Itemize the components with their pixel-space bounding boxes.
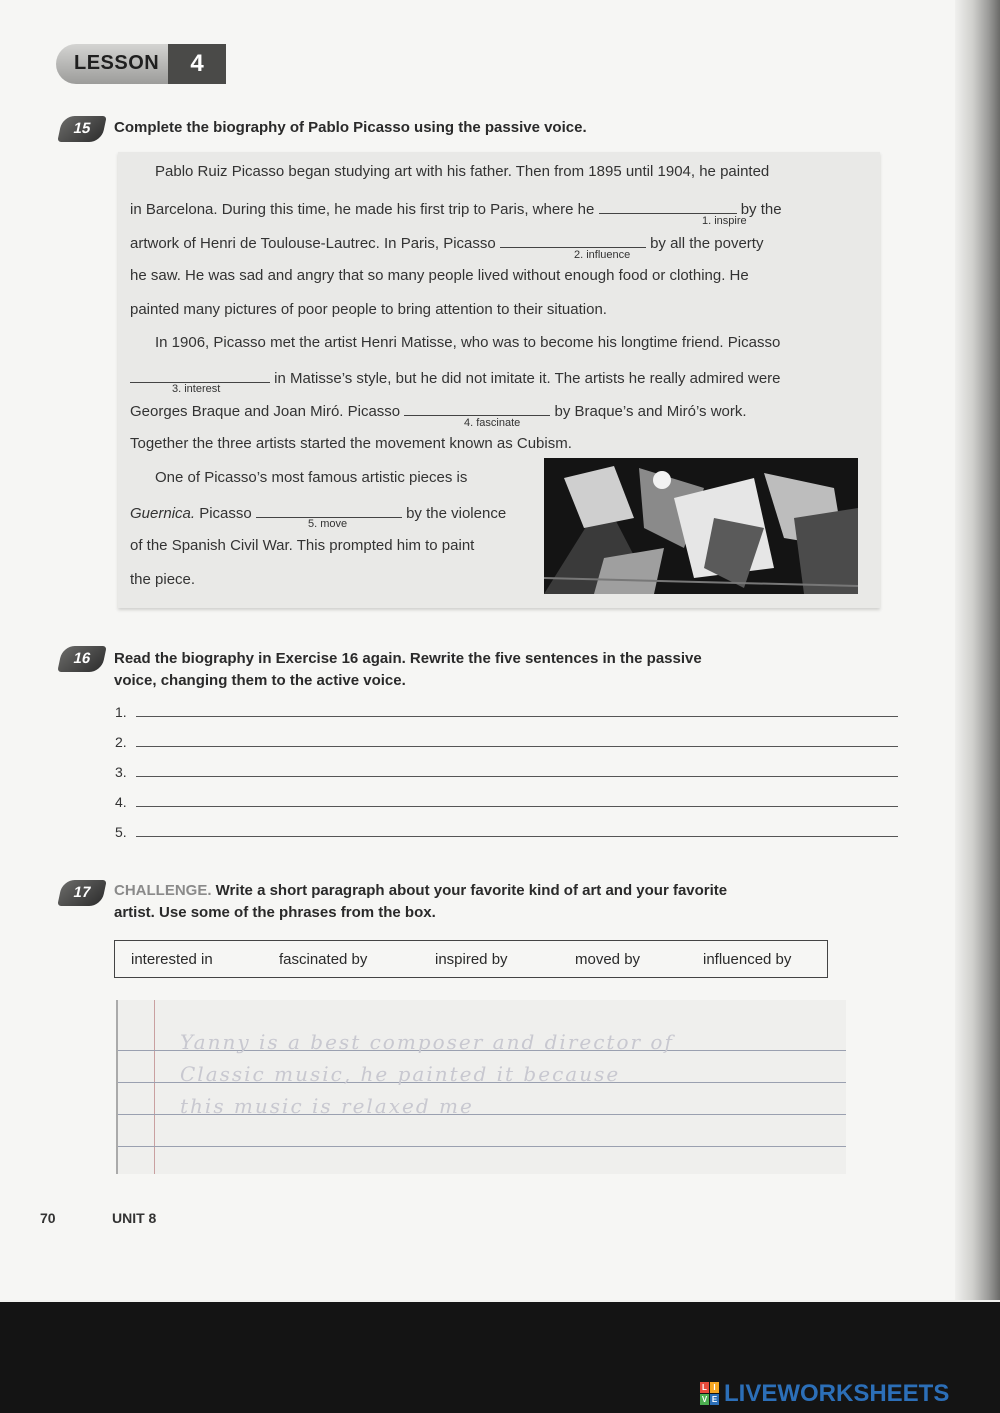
blank-2[interactable] [500,233,646,248]
bio-line [130,233,763,252]
bio-line [130,368,781,387]
exercise-17-badge: 17 [57,880,107,906]
lesson-number: 4 [168,44,226,84]
blank-1[interactable] [599,199,737,214]
handwritten-line: Yanny is a best composer and director of [180,1030,674,1054]
bio-text: in Barcelona. During this time, he made his first trip to Paris, where he [130,201,595,218]
blank-3[interactable] [130,368,270,383]
answer-line-2[interactable] [136,746,898,747]
answer-number-4: 4. [115,794,127,810]
answer-number-5: 5. [115,824,127,840]
bio-line: In 1906, Picasso met the artist Henri Matisse, who was to become his longtime friend. Picasso [155,334,781,351]
logo-text: LIVEWORKSHEETS [724,1380,950,1407]
exercise-16-badge: 16 [57,646,107,672]
bio-text: artwork of Henri de Toulouse-Lautrec. In Paris, Picasso [130,235,496,252]
bio-line: One of Picasso’s most famous artistic pieces is [155,469,468,486]
bio-line: painted many pictures of poor people to bring attention to their situation. [130,301,607,318]
logo-cell: V [701,1395,708,1404]
handwritten-line: Classic music, he painted it because [180,1062,621,1086]
answer-number-1: 1. [115,704,127,720]
liveworksheets-logo[interactable] [700,1380,990,1408]
answer-number-2: 2. [115,734,127,750]
answer-number-3: 3. [115,764,127,780]
bio-line: he saw. He was sad and angry that so many people lived without enough food or clothing. He [130,267,749,284]
bio-line: Pablo Ruiz Picasso began studying art with his father. Then from 1895 until 1904, he painted [155,163,770,180]
phrase-box [114,940,828,978]
hint-3: 3. interest [172,383,221,395]
answer-line-4[interactable] [136,806,898,807]
logo-cell: I [710,1382,719,1393]
phrase-item: inspired by [435,951,508,968]
bio-text: by the [740,201,782,218]
guernica-painting-image [544,458,858,594]
challenge-label: CHALLENGE. [114,882,212,899]
bio-text: in Matisse’s style, but he did not imitate it. The artists he really admired were [274,370,781,387]
answer-line-5[interactable] [136,836,898,837]
blank-4[interactable] [404,401,550,416]
bio-text: Georges Braque and Joan Miró. Picasso [130,403,401,420]
bio-text: by Braque’s and Miró’s work. [554,403,747,420]
bio-line: of the Spanish Civil War. This prompted him to paint [130,537,475,554]
margin-line [154,1000,155,1174]
exercise-17-title-line-2: artist. Use some of the phrases from the box. [114,904,436,921]
lesson-label: LESSON [74,52,160,74]
page-number: 70 [40,1210,56,1226]
handwritten-line: this music is relaxed me [180,1094,474,1118]
phrase-item: fascinated by [279,951,368,968]
blank-5[interactable] [256,503,402,518]
logo-cell: E [711,1395,718,1404]
exercise-15-title: Complete the biography of Pablo Picasso using the passive voice. [114,119,587,136]
bio-line [130,199,782,218]
phrase-item: influenced by [703,951,792,968]
phrase-item: moved by [575,951,641,968]
unit-label: UNIT 8 [112,1210,157,1226]
hint-5: 5. move [308,518,348,530]
page-edge-shadow [955,0,1000,1300]
writing-area[interactable] [116,1000,846,1174]
exercise-16-title-line-1: Read the biography in Exercise 16 again. Rewrite the five sentences in the passive [114,650,702,667]
bio-line: the piece. [130,571,196,588]
ruled-line [118,1146,846,1147]
bio-text: Guernica. [130,505,196,522]
exercise-17-title-text: Write a short paragraph about your favorite kind of art and your favorite [215,882,728,899]
hint-4: 4. fascinate [464,417,521,429]
bio-line: Together the three artists started the movement known as Cubism. [130,435,572,452]
logo-cell: L [700,1382,709,1393]
bio-line [130,401,747,420]
bio-text: by the violence [406,505,507,522]
exercise-16-title-line-2: voice, changing them to the active voice. [114,672,406,689]
bio-text: Picasso [199,505,252,522]
exercise-15-badge: 15 [57,116,107,142]
exercise-17-title-line-1 [114,880,727,902]
answer-line-1[interactable] [136,716,898,717]
answer-line-3[interactable] [136,776,898,777]
phrase-item: interested in [131,951,213,968]
hint-2: 2. influence [574,249,631,261]
bio-text: by all the poverty [650,235,764,252]
logo-grid-icon [700,1382,720,1406]
hint-1: 1. inspire [702,215,747,227]
